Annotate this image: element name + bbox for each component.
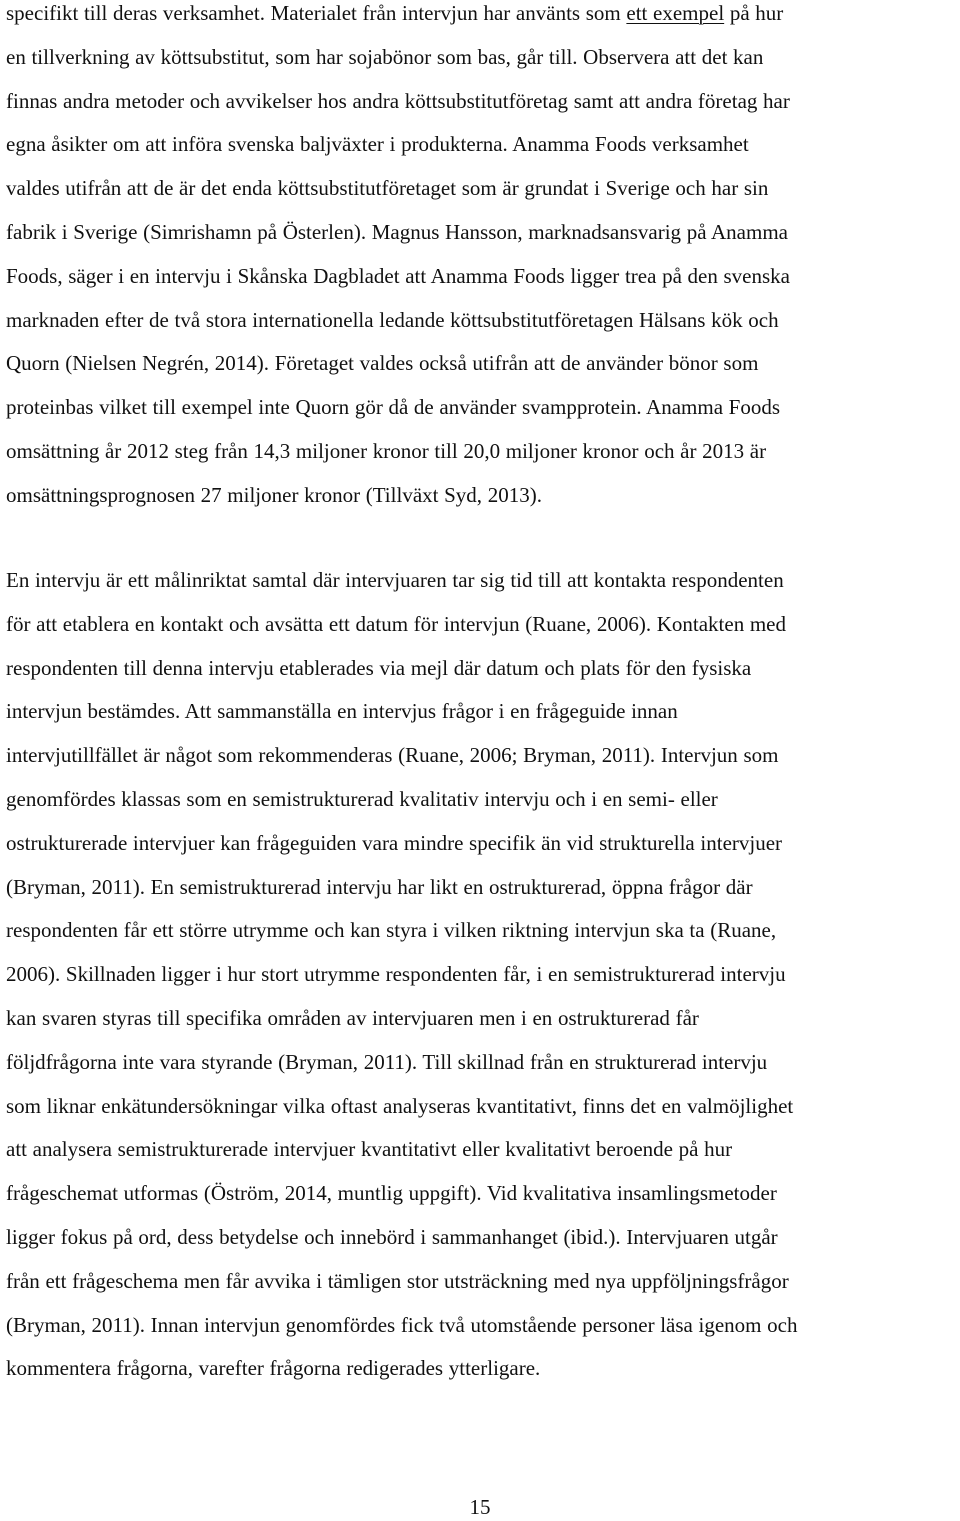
text-line: intervjun bestämdes. Att sammanställa en intervjus frågor i en frågeguide innan xyxy=(6,699,678,724)
text-line: följdfrågorna inte vara styrande (Bryman, 2011). Till skillnad från en strukturerad intervju xyxy=(6,1049,768,1074)
text-segment: på hur xyxy=(724,1,784,25)
text-line: en tillverkning av köttsubstitut, som har sojabönor som bas, går till. Observera att det kan xyxy=(6,44,764,69)
page-number: 15 xyxy=(469,1495,491,1519)
text-line: omsättningsprognosen 27 miljoner kronor (Tillväxt Syd, 2013). xyxy=(6,482,542,507)
text-line: marknaden efter de två stora internationella ledande köttsubstitutföretagen Hälsans kök och xyxy=(6,307,779,332)
text-line: valdes utifrån att de är det enda köttsubstitutföretaget som är grundat i Sverige och har sin xyxy=(6,176,769,201)
text-line: ostrukturerade intervjuer kan frågeguiden vara mindre specifik än vid strukturella intervjuer xyxy=(6,830,783,855)
text-line: kommentera frågorna, varefter frågorna redigerades ytterligare. xyxy=(6,1356,541,1381)
text-line: för att etablera en kontakt och avsätta ett datum för intervjun (Ruane, 2006). Kontakten med xyxy=(6,611,787,636)
text-line: ligger fokus på ord, dess betydelse och innebörd i sammanhanget (ibid.). Intervjuaren utgår xyxy=(6,1224,778,1249)
text-line: (Bryman, 2011). En semistrukturerad intervju har likt en ostrukturerad, öppna frågor där xyxy=(6,874,753,899)
text-line: intervjutillfället är något som rekommenderas (Ruane, 2006; Bryman, 2011). Intervjun som xyxy=(6,743,779,768)
text-line: som liknar enkätundersökningar vilka oftast analyseras kvantitativt, finns det en valmöjlighet xyxy=(6,1093,794,1118)
text-line: Quorn (Nielsen Negrén, 2014). Företaget valdes också utifrån att de använder bönor som xyxy=(6,351,759,376)
text-line: (Bryman, 2011). Innan intervjun genomfördes fick två utomstående personer läsa igenom och xyxy=(6,1312,798,1337)
paragraph-anamma-foods xyxy=(6,0,790,518)
text-line: proteinbas vilket till exempel inte Quorn gör då de använder svampprotein. Anamma Foods xyxy=(6,395,781,420)
text-line: omsättning år 2012 steg från 14,3 miljoner kronor till 20,0 miljoner kronor och år 2013 är xyxy=(6,438,767,463)
text-line: att analysera semistrukturerade intervjuer kvantitativt eller kvalitativt beroende på hur xyxy=(6,1137,733,1162)
underlined-phrase: ett exempel xyxy=(626,1,725,25)
text-line: genomfördes klassas som en semistrukturerad kvalitativ intervju och i en semi- eller xyxy=(6,786,718,811)
text-line: En intervju är ett målinriktat samtal där intervjuaren tar sig tid till att kontakta respondenten xyxy=(6,568,784,592)
paragraph-interview-method xyxy=(6,559,797,1391)
text-line: 2006). Skillnaden ligger i hur stort utrymme respondenten får, i en semistrukturerad intervju xyxy=(6,962,786,987)
text-line: fabrik i Sverige (Simrishamn på Österlen). Magnus Hansson, marknadsansvarig på Anamma xyxy=(6,219,788,244)
text-line: från ett frågeschema men får avvika i tämligen stor utsträckning med nya uppföljningsfrågor xyxy=(6,1268,789,1293)
text-line: respondenten får ett större utrymme och kan styra i vilken riktning intervjun ska ta (Ruane, xyxy=(6,918,777,943)
text-line: finnas andra metoder och avvikelser hos andra köttsubstitutföretag samt att andra företag har xyxy=(6,88,790,113)
text-line: respondenten till denna intervju etablerades via mejl där datum och plats för den fysiska xyxy=(6,655,752,680)
text-segment: specifikt till deras verksamhet. Materialet från intervjun har använts som xyxy=(6,1,627,25)
text-line: kan svaren styras till specifika områden av intervjuaren men i en ostrukturerad får xyxy=(6,1005,699,1030)
text-line: frågeschemat utformas (Öström, 2014, muntlig uppgift). Vid kvalitativa insamlingsmetoder xyxy=(6,1181,777,1206)
text-line xyxy=(6,0,790,36)
text-line: egna åsikter om att införa svenska baljväxter i produkterna. Anamma Foods verksamhet xyxy=(6,132,749,157)
text-line: Foods, säger i en intervju i Skånska Dagbladet att Anamma Foods ligger trea på den svenska xyxy=(6,263,790,288)
